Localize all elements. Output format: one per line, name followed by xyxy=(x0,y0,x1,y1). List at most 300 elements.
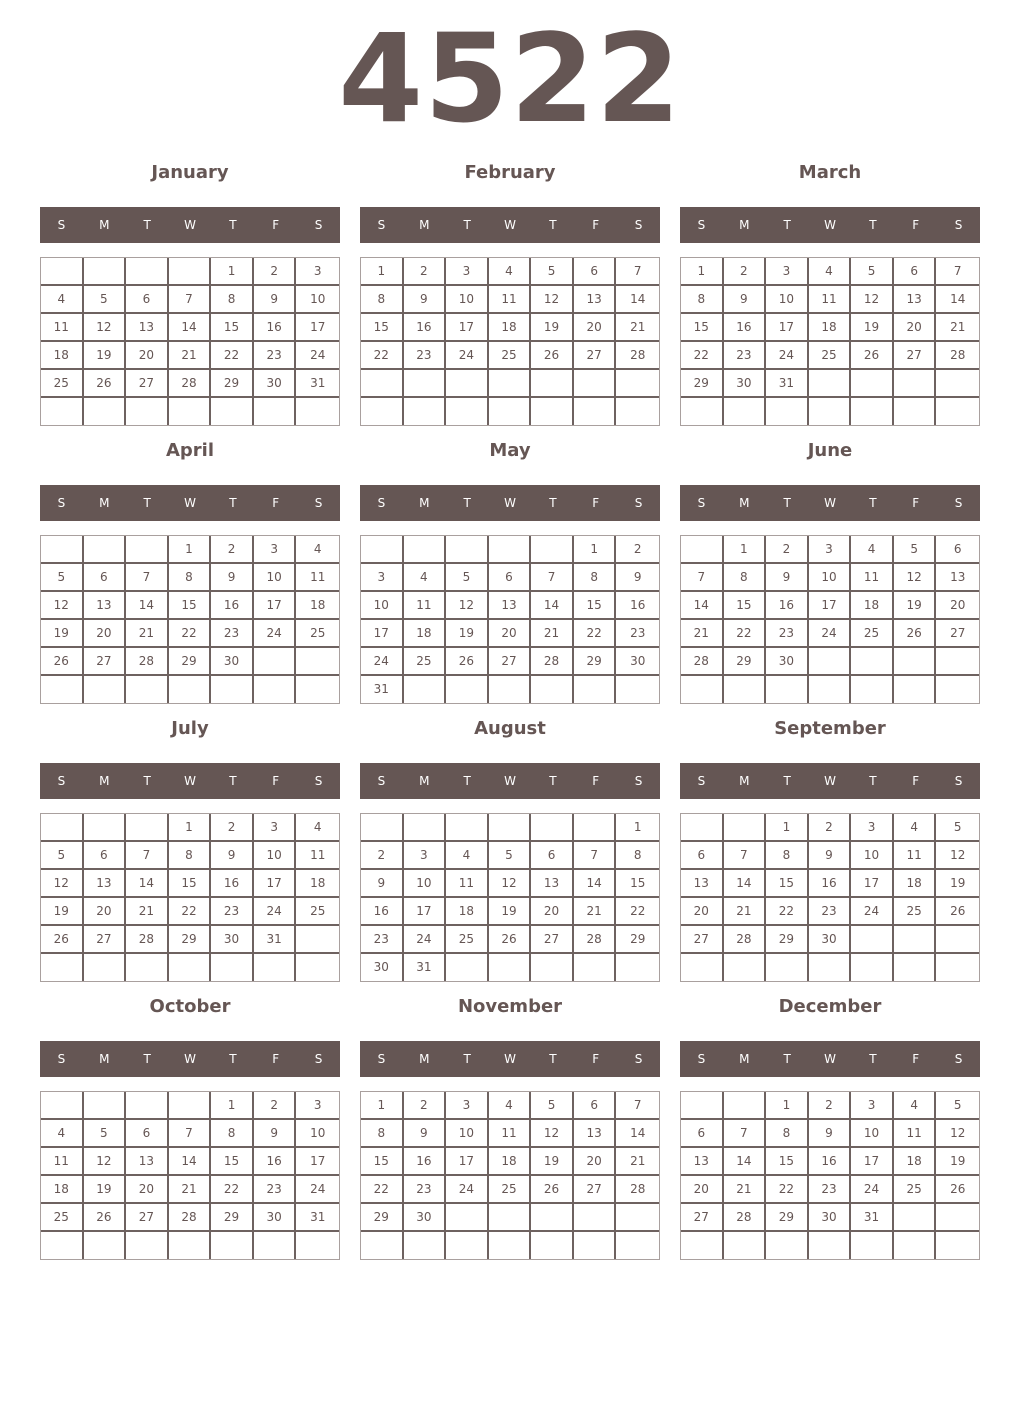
day-cell: 29 xyxy=(574,648,617,676)
day-cell: 28 xyxy=(681,648,724,676)
day-cell: 31 xyxy=(404,954,447,981)
day-cell: 10 xyxy=(254,564,297,592)
day-cell: 7 xyxy=(616,1092,659,1120)
weekday-label: F xyxy=(912,218,920,232)
day-cell: 5 xyxy=(531,258,574,286)
weekday-label: W xyxy=(184,496,196,510)
day-cell xyxy=(254,1232,297,1259)
day-cell: 4 xyxy=(41,1120,84,1148)
month-title: April xyxy=(165,440,215,461)
day-cell: 1 xyxy=(766,1092,809,1120)
day-cell: 19 xyxy=(851,314,894,342)
day-cell: 15 xyxy=(211,1148,254,1176)
day-cell: 15 xyxy=(724,592,767,620)
day-cell xyxy=(809,398,852,425)
day-cell: 19 xyxy=(531,1148,574,1176)
day-cell xyxy=(531,676,574,703)
weekday-label: S xyxy=(377,774,386,788)
day-cell: 10 xyxy=(446,1120,489,1148)
day-cell: 9 xyxy=(404,286,447,314)
day-cell xyxy=(574,1204,617,1232)
weekday-label: T xyxy=(143,218,151,232)
day-cell: 2 xyxy=(809,1092,852,1120)
weekday-label: S xyxy=(377,218,386,232)
day-cell xyxy=(531,370,574,398)
day-cell xyxy=(681,814,724,842)
day-cell xyxy=(84,676,127,703)
day-cell: 21 xyxy=(169,1176,212,1204)
day-cell: 17 xyxy=(851,1148,894,1176)
weekday-label: T xyxy=(549,774,557,788)
weekday-label: F xyxy=(912,1052,920,1066)
day-cell xyxy=(851,398,894,425)
month-title: August xyxy=(474,718,546,739)
day-cell xyxy=(809,1232,852,1259)
day-cell: 17 xyxy=(851,870,894,898)
day-cell xyxy=(296,954,339,981)
weekday-label: T xyxy=(869,774,877,788)
day-cell: 26 xyxy=(489,926,532,954)
month-title: March xyxy=(798,162,862,183)
day-cell: 25 xyxy=(851,620,894,648)
day-cell xyxy=(681,536,724,564)
day-cell xyxy=(936,398,979,425)
day-cell: 24 xyxy=(296,342,339,370)
day-cell: 2 xyxy=(211,536,254,564)
day-cell xyxy=(724,1092,767,1120)
day-cell: 28 xyxy=(724,926,767,954)
day-cell: 18 xyxy=(41,1176,84,1204)
day-cell xyxy=(41,1092,84,1120)
day-cell: 17 xyxy=(446,314,489,342)
day-cell xyxy=(296,648,339,676)
day-cell xyxy=(361,398,404,426)
day-cell: 12 xyxy=(851,286,894,314)
day-cell: 12 xyxy=(894,564,937,592)
day-cell: 15 xyxy=(361,314,404,342)
day-cell: 29 xyxy=(211,370,254,398)
weekday-label: T xyxy=(143,496,151,510)
day-cell: 18 xyxy=(41,342,84,370)
weekday-label: F xyxy=(592,496,600,510)
day-cell: 12 xyxy=(489,870,532,898)
day-grid xyxy=(40,1091,340,1260)
day-cell: 12 xyxy=(936,1120,979,1148)
day-cell: 25 xyxy=(404,648,447,676)
month-february xyxy=(360,161,660,431)
day-cell: 9 xyxy=(254,1120,297,1148)
day-cell: 18 xyxy=(404,620,447,648)
day-cell: 8 xyxy=(361,1120,404,1148)
day-cell: 30 xyxy=(254,1204,297,1232)
month-june xyxy=(680,439,980,709)
day-cell: 27 xyxy=(936,620,979,648)
day-cell xyxy=(531,398,574,426)
weekday-label: F xyxy=(912,496,920,510)
day-cell: 16 xyxy=(211,870,254,898)
day-cell: 3 xyxy=(254,814,297,842)
day-cell: 9 xyxy=(211,564,254,592)
day-cell xyxy=(936,1204,979,1232)
day-cell: 19 xyxy=(936,1148,979,1176)
day-cell: 5 xyxy=(936,1092,979,1120)
day-cell xyxy=(361,536,404,564)
day-cell: 29 xyxy=(361,1204,404,1232)
day-cell: 15 xyxy=(211,314,254,342)
day-cell: 14 xyxy=(531,592,574,620)
day-cell xyxy=(616,676,659,703)
day-cell: 8 xyxy=(211,286,254,314)
weekday-label: S xyxy=(634,218,643,232)
day-cell: 25 xyxy=(894,898,937,926)
day-grid xyxy=(680,535,980,704)
day-cell: 16 xyxy=(724,314,767,342)
weekday-label: M xyxy=(99,496,110,510)
day-cell: 19 xyxy=(41,620,84,648)
weekday-label: W xyxy=(184,1052,196,1066)
day-cell: 10 xyxy=(851,1120,894,1148)
day-cell xyxy=(809,676,852,703)
day-cell: 27 xyxy=(84,926,127,954)
day-cell: 27 xyxy=(126,370,169,398)
day-cell: 10 xyxy=(851,842,894,870)
day-cell xyxy=(296,1232,339,1259)
day-cell: 4 xyxy=(296,814,339,842)
day-cell: 6 xyxy=(84,842,127,870)
day-cell: 7 xyxy=(724,1120,767,1148)
day-cell: 20 xyxy=(681,898,724,926)
day-cell: 23 xyxy=(616,620,659,648)
day-cell: 24 xyxy=(809,620,852,648)
month-august xyxy=(360,717,660,987)
day-cell: 24 xyxy=(851,898,894,926)
day-cell: 6 xyxy=(574,258,617,286)
day-cell: 11 xyxy=(894,1120,937,1148)
day-cell: 22 xyxy=(211,1176,254,1204)
day-cell: 11 xyxy=(894,842,937,870)
day-cell: 19 xyxy=(531,314,574,342)
day-cell: 9 xyxy=(724,286,767,314)
day-cell: 28 xyxy=(616,1176,659,1204)
month-january xyxy=(40,161,340,431)
day-cell: 9 xyxy=(361,870,404,898)
day-cell: 2 xyxy=(211,814,254,842)
day-cell: 8 xyxy=(361,286,404,314)
day-cell xyxy=(936,1232,979,1259)
day-cell: 3 xyxy=(851,1092,894,1120)
weekday-label: M xyxy=(739,218,750,232)
day-cell: 26 xyxy=(531,1176,574,1204)
weekday-label: T xyxy=(783,1052,791,1066)
weekday-label: S xyxy=(697,218,706,232)
day-cell: 21 xyxy=(126,620,169,648)
weekday-label: F xyxy=(272,218,280,232)
day-cell: 16 xyxy=(254,314,297,342)
day-cell: 29 xyxy=(169,648,212,676)
day-cell xyxy=(126,1092,169,1120)
weekday-label: W xyxy=(504,774,516,788)
day-cell: 26 xyxy=(531,342,574,370)
day-cell: 29 xyxy=(616,926,659,954)
month-title: January xyxy=(151,162,229,183)
weekday-label: M xyxy=(99,218,110,232)
month-april xyxy=(40,439,340,709)
day-cell xyxy=(531,954,574,981)
weekday-label: W xyxy=(824,774,836,788)
day-cell: 20 xyxy=(84,620,127,648)
day-cell xyxy=(724,1232,767,1259)
day-cell xyxy=(446,370,489,398)
day-cell: 12 xyxy=(41,870,84,898)
day-cell: 6 xyxy=(894,258,937,286)
day-cell xyxy=(446,1232,489,1259)
weekday-label: T xyxy=(869,496,877,510)
day-grid xyxy=(40,257,340,426)
weekday-header xyxy=(360,1041,660,1077)
day-cell xyxy=(894,648,937,676)
day-cell xyxy=(41,398,84,425)
weekday-label: T xyxy=(869,218,877,232)
weekday-header xyxy=(360,207,660,243)
day-cell xyxy=(724,398,767,425)
day-cell: 8 xyxy=(211,1120,254,1148)
day-cell xyxy=(809,954,852,981)
day-cell: 1 xyxy=(574,536,617,564)
day-cell xyxy=(84,1232,127,1259)
day-cell: 16 xyxy=(211,592,254,620)
day-cell xyxy=(851,648,894,676)
day-cell: 12 xyxy=(936,842,979,870)
day-cell: 11 xyxy=(489,286,532,314)
day-cell: 15 xyxy=(766,1148,809,1176)
day-cell xyxy=(936,926,979,954)
weekday-label: T xyxy=(463,774,471,788)
day-cell: 21 xyxy=(724,1176,767,1204)
day-cell xyxy=(894,954,937,981)
day-cell: 14 xyxy=(169,1148,212,1176)
day-cell: 27 xyxy=(126,1204,169,1232)
day-cell: 17 xyxy=(766,314,809,342)
weekday-header xyxy=(360,485,660,521)
day-cell xyxy=(211,398,254,425)
weekday-label: F xyxy=(272,774,280,788)
day-cell: 9 xyxy=(404,1120,447,1148)
day-cell xyxy=(894,398,937,425)
day-cell xyxy=(489,398,532,426)
day-cell: 22 xyxy=(169,898,212,926)
day-cell: 18 xyxy=(489,1148,532,1176)
day-cell: 20 xyxy=(84,898,127,926)
day-cell xyxy=(254,398,297,425)
day-cell: 1 xyxy=(361,258,404,286)
weekday-label: W xyxy=(504,218,516,232)
weekday-header xyxy=(40,763,340,799)
weekday-label: S xyxy=(57,1052,66,1066)
day-cell: 23 xyxy=(254,342,297,370)
day-cell: 31 xyxy=(361,676,404,703)
weekday-label: T xyxy=(143,774,151,788)
day-cell xyxy=(616,370,659,398)
day-cell: 23 xyxy=(766,620,809,648)
day-cell: 14 xyxy=(169,314,212,342)
day-cell: 8 xyxy=(169,564,212,592)
day-cell xyxy=(531,814,574,842)
weekday-header xyxy=(40,485,340,521)
weekday-header xyxy=(40,207,340,243)
day-cell: 2 xyxy=(254,1092,297,1120)
day-cell: 3 xyxy=(809,536,852,564)
day-cell: 14 xyxy=(126,592,169,620)
month-december xyxy=(680,995,980,1265)
day-cell: 31 xyxy=(254,926,297,954)
day-cell: 20 xyxy=(936,592,979,620)
day-cell: 20 xyxy=(489,620,532,648)
day-cell: 17 xyxy=(809,592,852,620)
day-cell: 9 xyxy=(211,842,254,870)
month-title: October xyxy=(149,996,231,1017)
day-cell: 3 xyxy=(296,258,339,286)
day-cell: 1 xyxy=(681,258,724,286)
day-cell: 3 xyxy=(851,814,894,842)
day-cell: 7 xyxy=(169,286,212,314)
day-cell xyxy=(489,536,532,564)
day-cell xyxy=(851,954,894,981)
day-cell: 1 xyxy=(169,536,212,564)
day-cell: 25 xyxy=(296,898,339,926)
day-cell xyxy=(616,1232,659,1259)
day-cell xyxy=(361,814,404,842)
day-cell: 5 xyxy=(894,536,937,564)
day-cell: 26 xyxy=(84,1204,127,1232)
day-cell xyxy=(84,1092,127,1120)
day-cell: 5 xyxy=(41,564,84,592)
day-cell xyxy=(766,398,809,425)
day-cell: 27 xyxy=(574,1176,617,1204)
day-cell: 22 xyxy=(681,342,724,370)
day-cell: 30 xyxy=(616,648,659,676)
day-cell: 21 xyxy=(574,898,617,926)
day-cell: 19 xyxy=(936,870,979,898)
year-title: 4522 xyxy=(338,8,682,150)
day-cell xyxy=(489,1204,532,1232)
day-cell: 25 xyxy=(489,1176,532,1204)
day-cell: 29 xyxy=(766,1204,809,1232)
day-cell: 1 xyxy=(766,814,809,842)
day-cell: 4 xyxy=(851,536,894,564)
day-cell: 13 xyxy=(681,1148,724,1176)
day-cell: 29 xyxy=(724,648,767,676)
day-cell xyxy=(446,1204,489,1232)
day-cell: 22 xyxy=(361,342,404,370)
day-cell: 24 xyxy=(254,898,297,926)
weekday-label: W xyxy=(824,496,836,510)
weekday-label: S xyxy=(57,218,66,232)
day-cell: 1 xyxy=(724,536,767,564)
day-cell: 20 xyxy=(574,314,617,342)
day-cell xyxy=(489,1232,532,1259)
day-cell xyxy=(766,1232,809,1259)
month-march xyxy=(680,161,980,431)
day-cell: 5 xyxy=(936,814,979,842)
day-cell: 14 xyxy=(126,870,169,898)
day-cell xyxy=(851,676,894,703)
weekday-label: F xyxy=(592,218,600,232)
month-title: November xyxy=(457,996,563,1017)
day-cell: 23 xyxy=(211,620,254,648)
weekday-label: F xyxy=(272,1052,280,1066)
day-cell: 21 xyxy=(724,898,767,926)
day-cell: 26 xyxy=(936,1176,979,1204)
day-cell xyxy=(724,954,767,981)
day-cell: 7 xyxy=(574,842,617,870)
day-cell xyxy=(446,814,489,842)
day-cell xyxy=(41,1232,84,1259)
day-cell: 24 xyxy=(361,648,404,676)
month-october xyxy=(40,995,340,1265)
weekday-label: T xyxy=(143,1052,151,1066)
day-cell xyxy=(254,648,297,676)
weekday-label: W xyxy=(504,496,516,510)
day-cell xyxy=(296,926,339,954)
day-cell: 23 xyxy=(724,342,767,370)
day-cell: 13 xyxy=(681,870,724,898)
day-cell xyxy=(894,370,937,398)
day-cell xyxy=(531,1232,574,1259)
day-cell: 15 xyxy=(361,1148,404,1176)
day-cell xyxy=(681,1092,724,1120)
day-grid xyxy=(360,257,660,426)
weekday-label: T xyxy=(549,218,557,232)
day-cell xyxy=(169,1092,212,1120)
day-cell: 7 xyxy=(126,564,169,592)
weekday-label: T xyxy=(463,1052,471,1066)
day-cell xyxy=(84,536,127,564)
weekday-label: F xyxy=(592,1052,600,1066)
day-cell xyxy=(41,954,84,981)
day-cell: 5 xyxy=(446,564,489,592)
day-cell: 14 xyxy=(724,870,767,898)
day-cell xyxy=(531,1204,574,1232)
day-cell: 6 xyxy=(126,1120,169,1148)
day-cell: 10 xyxy=(446,286,489,314)
day-cell: 30 xyxy=(809,1204,852,1232)
weekday-label: W xyxy=(184,218,196,232)
day-cell: 4 xyxy=(489,1092,532,1120)
day-cell: 13 xyxy=(489,592,532,620)
day-cell: 21 xyxy=(681,620,724,648)
day-cell xyxy=(361,1232,404,1259)
day-cell: 11 xyxy=(296,842,339,870)
day-cell: 28 xyxy=(126,926,169,954)
day-cell: 12 xyxy=(446,592,489,620)
day-cell: 13 xyxy=(936,564,979,592)
day-cell: 13 xyxy=(894,286,937,314)
day-cell xyxy=(809,648,852,676)
day-cell: 1 xyxy=(211,1092,254,1120)
day-cell: 18 xyxy=(809,314,852,342)
day-cell xyxy=(936,370,979,398)
day-cell: 6 xyxy=(681,1120,724,1148)
day-cell: 22 xyxy=(169,620,212,648)
day-cell xyxy=(211,954,254,981)
weekday-label: W xyxy=(504,1052,516,1066)
day-cell: 20 xyxy=(126,1176,169,1204)
day-cell xyxy=(489,370,532,398)
day-cell: 30 xyxy=(404,1204,447,1232)
day-cell: 19 xyxy=(84,342,127,370)
weekday-label: M xyxy=(419,774,430,788)
weekday-label: S xyxy=(377,1052,386,1066)
